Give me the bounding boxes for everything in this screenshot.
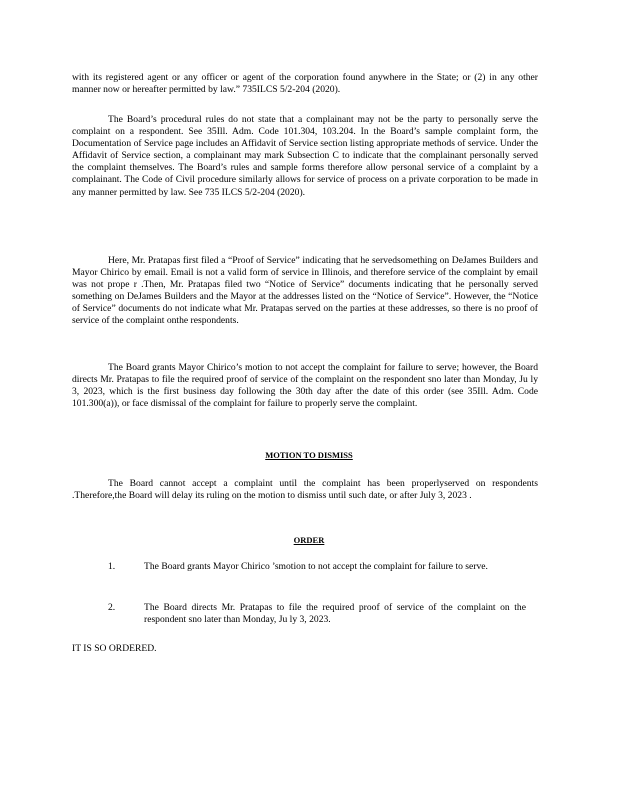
paragraph-statute-continuation: with its registered agent or any officer or agent of the corporation found anywhere in the State; or (2) in any other manner now or hereafter permitted by law.” 735ILCS 5/2-204 (2020). — [72, 72, 538, 96]
paragraph-procedural-rules: The Board’s procedural rules do not state that a complainant may not be the party to personally serve the complaint on a respondent. See 35Ill. Adm. Code 101.304, 103.204. In the Board’s sample complaint form, the Documentation of Service page includes an Affidavit of Service section listing appropriate methods of service. Under the Affidavit of Service section, a complainant may mark Subsection C to indicate that the complainant personally served the complaint themselves. The Board’s rules and sample forms therefore allow personal service of a complaint by a complainant. The Code of Civil procedure similarly allows for service of process on a private corporation to be made in any manner permitted by law. See 735 ILCS 5/2-204 (2020). — [72, 114, 538, 198]
heading-order-text: ORDER — [293, 535, 325, 545]
heading-motion-to-dismiss — [0, 450, 618, 460]
order-item-number: 2. — [108, 602, 116, 613]
paragraph-motion-ruling: The Board cannot accept a complaint until the complaint has been properlyserved on respondents .Therefore,the Board will delay its ruling on the motion to dismiss until such date, or after July 3, 2023 . — [72, 478, 538, 502]
order-item-text: The Board directs Mr. Pratapas to file the required proof of service of the complaint on the respondent sno later than Monday, Ju ly 3, 2023. — [144, 602, 526, 626]
paragraph-service-facts: Here, Mr. Pratapas first filed a “Proof of Service” indicating that he servedsomething on DeJames Builders and Mayor Chirico by email. Email is not a valid form of service in Illinois, and therefore service of the complaint by email was not prope r .Then, Mr. Pratapas filed two “Notice of Service” documents indicating that he personally served something on DeJames Builders and the Mayor at the addresses listed on the “Notice of Service”. However, the “Notice of Service” documents do not indicate what Mr. Pratapas served on the parties at these addresses, so there is no proof of service of the complaint onthe respondents. — [72, 255, 538, 327]
closing-statement: IT IS SO ORDERED. — [72, 643, 157, 654]
order-item-text: The Board grants Mayor Chirico ’smotion to not accept the complaint for failure to serve. — [144, 561, 488, 572]
heading-motion-text: MOTION TO DISMISS — [265, 450, 353, 460]
paragraph-board-grants: The Board grants Mayor Chirico’s motion to not accept the complaint for failure to serve; however, the Board directs Mr. Pratapas to file the required proof of service of the complaint on the respondent sno later than Monday, Ju ly 3, 2023, which is the first business day following the 30th day after the date of this order (see 35Ill. Adm. Code 101.300(a)), or face dismissal of the complaint for failure to properly serve the complaint. — [72, 362, 538, 410]
order-item-number: 1. — [108, 561, 116, 572]
heading-order — [0, 535, 618, 545]
